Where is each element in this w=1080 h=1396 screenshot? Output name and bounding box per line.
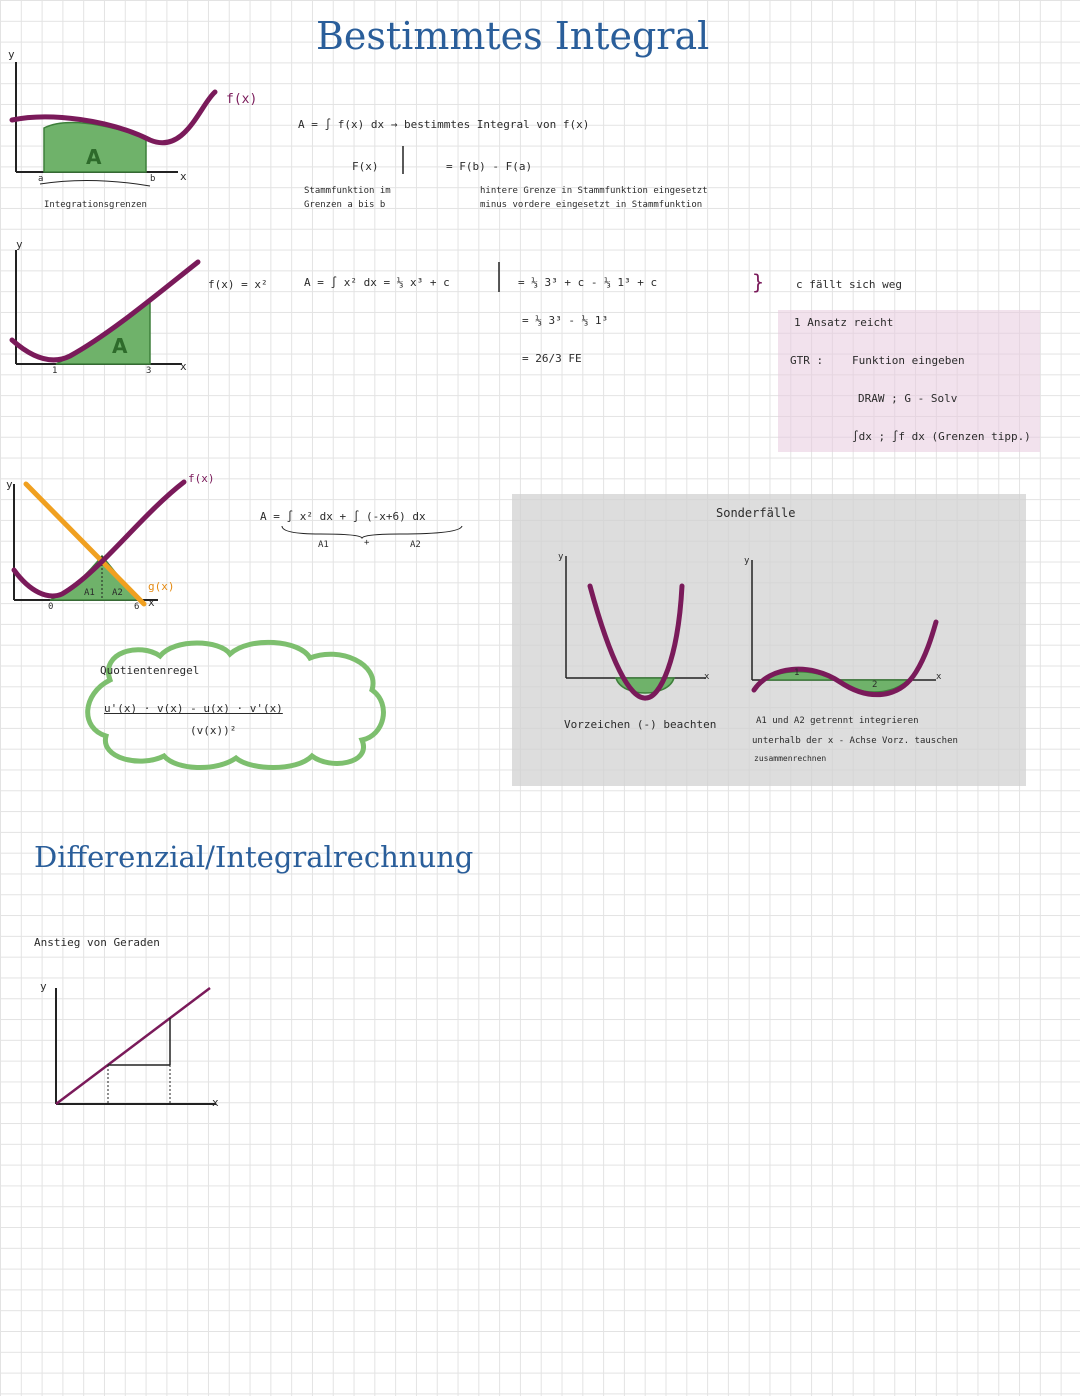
pink-line2: Funktion eingeben [852, 354, 965, 367]
g1-func-label: f(x) [226, 92, 258, 107]
formula1-F: F(x) [352, 160, 379, 173]
g1-y-label: y [8, 48, 15, 61]
g1-b-label: b [150, 174, 156, 184]
formula1-line1: A = ∫ f(x) dx → bestimmtes Integral von f(x) [298, 118, 590, 131]
g1-a-label: a [38, 174, 44, 184]
formula2-brace: } [752, 270, 765, 294]
formula1-note2-a: hintere Grenze in Stammfunktion eingesetzt [480, 186, 708, 196]
sc-right-line3: zusammenrechnen [754, 754, 827, 763]
anstieg-label: Anstieg von Geraden [34, 936, 160, 949]
formula2-line1: A = ∫ x² dx = ⅓ x³ + c [304, 276, 450, 289]
formula1-note1-a: Stammfunktion im [304, 186, 391, 196]
g3-a2-label: A2 [112, 588, 123, 598]
pink-line4: ∫dx ; ∫f dx (Grenzen tipp.) [852, 430, 1031, 443]
formula1-note1-b: Grenzen a bis b [304, 200, 386, 210]
sc-left-y: y [558, 552, 564, 562]
g2-func-label: f(x) = x² [208, 278, 268, 291]
sc-right-a2: 2 [872, 680, 878, 690]
g2-x-label: x [180, 360, 187, 373]
formula3-plus: + [364, 538, 370, 548]
section-title: Differenzial/Integralrechnung [34, 840, 474, 874]
special-cases-title: Sonderfälle [716, 506, 796, 520]
g3-f-label: f(x) [188, 472, 215, 485]
formula2-c-note: c fällt sich weg [796, 278, 902, 291]
g2-x1-label: 1 [52, 366, 58, 376]
sc-right-y: y [744, 556, 750, 566]
g3-x-label: x [148, 596, 155, 609]
g1-area-label: A [86, 145, 102, 169]
g2-y-label: y [16, 238, 23, 251]
g3-y-label: y [6, 478, 13, 491]
quotient-numerator: u'(x) · v(x) - u(x) · v'(x) [104, 702, 283, 715]
anstieg-x-label: x [212, 1096, 219, 1109]
formula2-line3: = 26/3 FE [522, 352, 582, 365]
g2-area-label: A [112, 334, 128, 358]
graph-parabola-area [0, 236, 280, 386]
g3-x6-label: 6 [134, 602, 140, 612]
g2-x3-label: 3 [146, 366, 152, 376]
formula3-underbrace [280, 524, 470, 538]
sc-left-caption: Vorzeichen (-) beachten [564, 718, 717, 731]
formula3-a1: A1 [318, 540, 329, 550]
sc-right-x: x [936, 672, 942, 682]
formula2-eval-bar [494, 262, 504, 294]
graph-integral-area [0, 0, 280, 230]
sc-left-x: x [704, 672, 710, 682]
g3-x0-label: 0 [48, 602, 54, 612]
formula2-bracket: = ⅓ 3³ + c - ⅓ 1³ + c [518, 276, 658, 289]
g1-caption: Integrationsgrenzen [44, 200, 147, 210]
special-case-split-area [740, 556, 950, 696]
g3-g-label: g(x) [148, 580, 175, 593]
special-case-negative-area [560, 550, 720, 700]
g1-x-label: x [180, 170, 187, 183]
sc-right-line2: unterhalb der x - Achse Vorz. tauschen [752, 736, 958, 746]
graph-two-functions [0, 476, 280, 626]
quotient-title: Quotientenregel [100, 664, 200, 677]
anstieg-y-label: y [40, 980, 47, 993]
pink-gtr-label: GTR : [790, 354, 824, 367]
formula3-text: A = ∫ x² dx + ∫ (-x+6) dx [260, 510, 426, 523]
graph-line-slope [40, 980, 240, 1110]
pink-line3: DRAW ; G - Solv [858, 392, 958, 405]
formula1-eval-bar [398, 146, 408, 176]
g3-a1-label: A1 [84, 588, 95, 598]
page-title: Bestimmtes Integral [316, 14, 710, 58]
formula2-line2: = ⅓ 3³ - ⅓ 1³ [522, 314, 609, 327]
formula1-note2-b: minus vordere eingesetzt in Stammfunktion [480, 200, 703, 210]
formula1-F-result: = F(b) - F(a) [446, 160, 533, 173]
sc-right-a1: 1 [794, 668, 800, 678]
quotient-denominator: (v(x))² [190, 724, 237, 737]
sc-right-line1: A1 und A2 getrennt integrieren [756, 716, 919, 726]
pink-line1: 1 Ansatz reicht [794, 316, 894, 329]
formula3-a2: A2 [410, 540, 421, 550]
